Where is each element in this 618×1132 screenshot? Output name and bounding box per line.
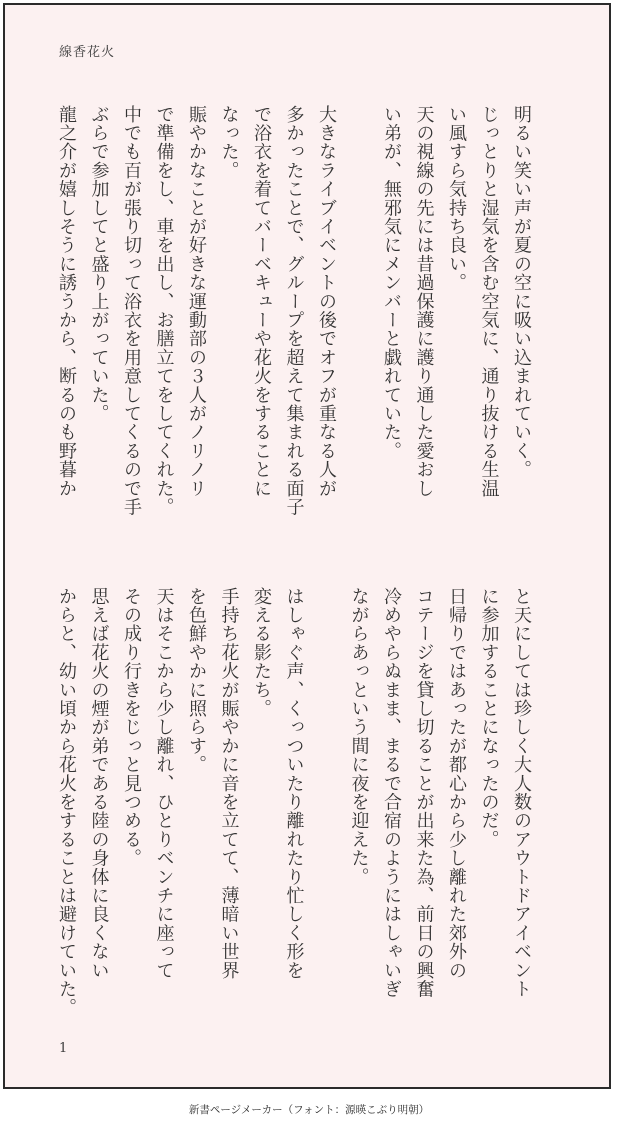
- text-column: ながらあっという間に夜を迎えた。: [348, 587, 370, 887]
- text-column: はしゃぐ声、くっついたり離れたり忙しく形を: [283, 587, 305, 980]
- text-block-bottom: [50, 587, 538, 1027]
- text-column: [310, 587, 343, 1027]
- text-column: で浴衣を着てバーベキューや花火をすることに: [251, 105, 272, 498]
- text-column: 冷めやらぬまま、まるで合宿のようにはしゃいぎ: [381, 587, 402, 999]
- text-column: 中でも百が張り切って浴衣を用意してくるので手: [121, 105, 142, 517]
- footer-credit: 新書ページメーカー（フォント：源暎こぶり明朝）: [188, 1104, 430, 1116]
- text-column: 多かったことで、グループを超えて集まれる面子: [283, 105, 305, 517]
- text-column: 天はそこから少し離れ、ひとりベンチに座って: [153, 587, 175, 980]
- text-column: で準備をし、車を出し、お膳立てをしてくれた。: [153, 105, 175, 517]
- text-column: 手持ち花火が賑やかに音を立てて、薄暗い世界: [218, 587, 240, 980]
- text-column: 天の視線の先には昔過保護に護り通した愛おし: [413, 105, 435, 498]
- text-column: [342, 105, 375, 545]
- text-column: その成り行きをじっと見つめる。: [121, 587, 142, 868]
- text-column: じっとりと湿気を含む空気に、通り抜ける生温: [478, 105, 500, 498]
- text-column: なった。: [218, 105, 240, 180]
- text-column: 思えば花火の煙が弟である陸の身体に良くない: [88, 587, 110, 980]
- text-column: コテージを貸し切ることが出来た為、前日の興奮: [413, 587, 435, 999]
- running-title: 線香花火: [59, 45, 116, 60]
- text-column: 大きなライブイベントの後でオフが重なる人が: [316, 105, 337, 498]
- text-column: 日帰りではあったが都心から少し離れた郊外の: [446, 587, 467, 980]
- text-column: い風すら気持ち良い。: [446, 105, 467, 292]
- text-column: ぶらで参加してと盛り上がっていた。: [88, 105, 110, 423]
- text-column: に参加することになったのだ。: [478, 587, 500, 849]
- book-page: [3, 3, 611, 1089]
- text-column: 明るい笑い声が夏の空に吸い込まれていく。: [511, 105, 532, 479]
- text-column: 龍之介が嬉しそうに誘うから、断るのも野暮か: [56, 105, 77, 498]
- text-column: い弟が、無邪気にメンバーと戯れていた。: [381, 105, 402, 461]
- text-column: 変える影たち。: [251, 587, 272, 718]
- text-column: を色鮮やかに照らす。: [186, 587, 207, 774]
- text-column: 賑やかなことが好きな運動部の３人がノリノリ: [186, 105, 207, 498]
- text-column: からと、幼い頃から花火をすることは避けていた。: [56, 587, 77, 1018]
- page-number: 1: [59, 1041, 68, 1056]
- text-block-top: [50, 105, 538, 545]
- text-column: と天にしては珍しく大人数のアウトドアイベント: [511, 587, 532, 999]
